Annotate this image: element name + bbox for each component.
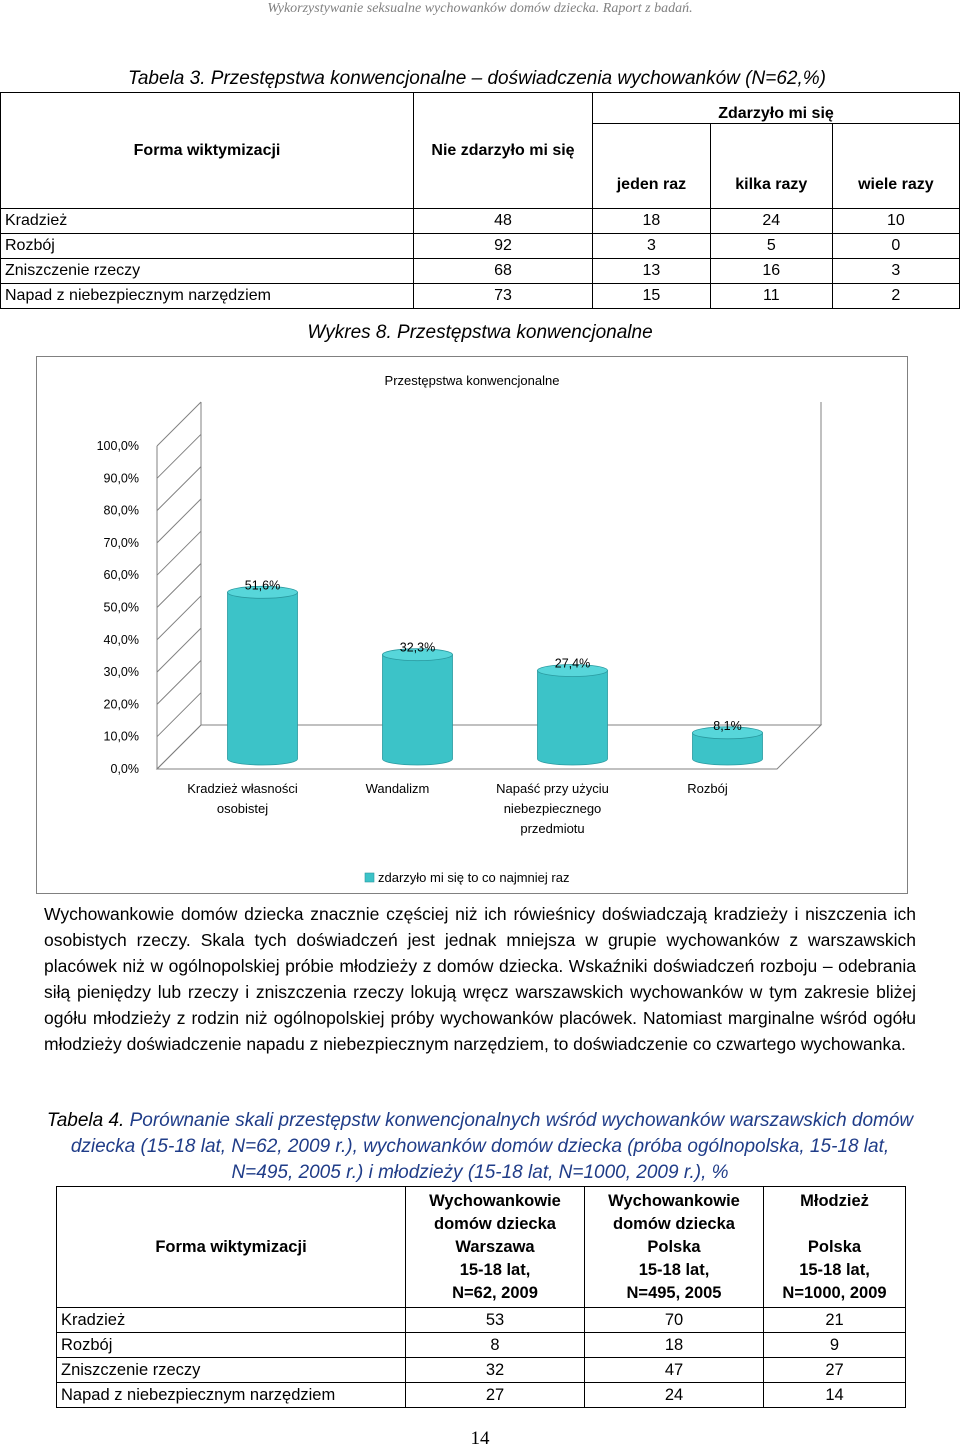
cell-value: 2 — [832, 284, 959, 309]
bar-chart — [37, 357, 907, 893]
header-line: Warszawa — [455, 1237, 535, 1256]
x-tick-label: przedmiotu — [520, 821, 585, 836]
cell-value: 16 — [710, 259, 832, 284]
body-paragraph: Wychowankowie domów dziecka znacznie częściej niż ich rówieśnicy doświadczają kradzieży i niszczenia ich osobistych rzeczy. Skala tych doświadczeń jest jednak mniejsza w grupie wychowanków z warszawskich placówek niż w ogólnopolskiej próbie młodzieży z domów dziecka. Wskaźniki doświadczeń rozboju – odebrania siłą pieniędzy lub rzeczy i zniszczenia rzeczy lokują wręcz warszawskich wychowanków w tym zakresie bliżej ogółu młodzieży z rodzin niż ogólnopolskiej próby wychowanków placówek. Natomiast marginalne wśród ogółu młodzieży doświadczenie napadu z niebezpiecznym narzędziem, to doświadczenie co czwartego wychowanka. — [44, 904, 916, 1054]
table4-col-form: Forma wiktymizacji — [57, 1187, 406, 1308]
bar — [538, 670, 608, 764]
header-line: Polska — [647, 1237, 701, 1256]
table-row — [57, 1333, 906, 1358]
x-tick-label: niebezpiecznego — [503, 801, 602, 816]
x-tick-label: Wandalizm — [365, 781, 430, 796]
row-label: Kradzież — [57, 1308, 406, 1333]
y-gridline-diagonal — [157, 434, 201, 478]
table3-col-happened: Zdarzyło mi się — [593, 93, 960, 124]
cell-value: 73 — [414, 284, 593, 309]
cell-value: 10 — [832, 209, 959, 234]
cell-value: 92 — [414, 234, 593, 259]
table3 — [0, 92, 960, 309]
header-line: domów dziecka — [613, 1214, 735, 1233]
y-tick-label: 70,0% — [103, 535, 139, 550]
table3-caption-text: Przestępstwa konwencjonalne – doświadczenia wychowanków (N=62,%) — [210, 68, 826, 89]
cell-value: 53 — [406, 1308, 585, 1333]
bar-value-label: 51,6% — [244, 578, 281, 593]
chart-title: Przestępstwa konwencjonalne — [384, 373, 560, 388]
table4-col-warszawa — [406, 1187, 585, 1308]
bar — [228, 592, 298, 765]
cell-value: 24 — [710, 209, 832, 234]
row-label: Zniszczenie rzeczy — [1, 259, 414, 284]
x-tick-label: Rozbój — [687, 781, 728, 796]
header-line: Wychowankowie — [429, 1191, 561, 1210]
cell-value: 18 — [585, 1333, 764, 1358]
cell-value: 0 — [832, 234, 959, 259]
table4-header-row — [57, 1187, 906, 1308]
cell-value: 3 — [593, 234, 711, 259]
cell-value: 27 — [764, 1358, 906, 1383]
table-row — [57, 1308, 906, 1333]
cell-value: 48 — [414, 209, 593, 234]
cell-value: 11 — [710, 284, 832, 309]
header-line: N=62, 2009 — [452, 1283, 538, 1302]
y-gridline-diagonal — [157, 467, 201, 511]
table-row — [1, 284, 960, 309]
cell-value: 32 — [406, 1358, 585, 1383]
table4-caption-text: Porównanie skali przestępstw konwencjonalnych wśród wychowanków warszawskich domów dziecka (15-18 lat, N=62, 2009 r.), wychowanków domów dziecka (próba ogólnopolska, 15-18 lat, N=495, 2005 r.) i młodzieży (15-18 lat, N=1000, 2009 r.), % — [70, 1110, 914, 1183]
cell-value: 5 — [710, 234, 832, 259]
table3-sub-many: wiele razy — [832, 124, 959, 209]
bar-value-label: 32,3% — [399, 640, 436, 655]
x-tick-label: Napaść przy użyciu — [496, 781, 609, 796]
cell-value: 68 — [414, 259, 593, 284]
cell-value: 47 — [585, 1358, 764, 1383]
y-gridline-diagonal — [157, 596, 201, 640]
header-line: N=1000, 2009 — [782, 1283, 887, 1302]
table3-col-form: Forma wiktymizacji — [1, 93, 414, 209]
bar — [383, 655, 453, 765]
y-tick-label: 60,0% — [103, 568, 139, 583]
y-gridline-diagonal — [157, 531, 201, 575]
y-tick-label: 0,0% — [110, 762, 139, 776]
table4-col-polska — [585, 1187, 764, 1308]
y-tick-label: 80,0% — [103, 503, 139, 518]
cell-value: 24 — [585, 1383, 764, 1408]
row-label: Napad z niebezpiecznym narzędziem — [1, 284, 414, 309]
cell-value: 13 — [593, 259, 711, 284]
row-label: Napad z niebezpiecznym narzędziem — [57, 1383, 406, 1408]
table4-caption-label: Tabela 4. — [46, 1110, 125, 1131]
table3-header-row — [1, 93, 960, 124]
header-line: N=495, 2005 — [626, 1283, 722, 1302]
y-tick-label: 90,0% — [103, 471, 139, 486]
y-tick-label: 10,0% — [103, 729, 139, 744]
header-line — [768, 1213, 901, 1236]
header-line: 15-18 lat, — [799, 1260, 870, 1279]
table4-caption — [44, 1108, 916, 1186]
table-row — [57, 1358, 906, 1383]
row-label: Kradzież — [1, 209, 414, 234]
x-tick-label: Kradzież własności — [187, 781, 298, 796]
legend-label: zdarzyło mi się to co najmniej raz — [378, 870, 570, 885]
row-label: Rozbój — [57, 1333, 406, 1358]
header-line: Wychowankowie — [608, 1191, 740, 1210]
x-tick-label: osobistej — [216, 801, 269, 816]
cell-value: 8 — [406, 1333, 585, 1358]
table3-caption — [128, 66, 826, 92]
page-number: 14 — [470, 1428, 490, 1449]
legend-swatch — [365, 873, 374, 882]
cell-value: 70 — [585, 1308, 764, 1333]
y-gridline-diagonal — [157, 660, 201, 704]
chart-frame — [36, 356, 908, 894]
header-line: Polska — [807, 1237, 862, 1256]
y-gridline-diagonal — [157, 402, 201, 446]
y-gridline-diagonal — [157, 564, 201, 608]
y-tick-label: 100,0% — [96, 439, 139, 453]
y-tick-label: 40,0% — [103, 632, 139, 647]
header-line: Młodzież — [800, 1191, 869, 1210]
y-gridline-diagonal — [157, 693, 201, 737]
y-gridline-diagonal — [157, 725, 201, 769]
row-label: Rozbój — [1, 234, 414, 259]
y-tick-label: 20,0% — [103, 697, 139, 712]
table3-sub-few: kilka razy — [710, 124, 832, 209]
table-row — [57, 1383, 906, 1408]
table3-sub-once: jeden raz — [593, 124, 711, 209]
cell-value: 27 — [406, 1383, 585, 1408]
header-line: domów dziecka — [434, 1214, 556, 1233]
cell-value: 3 — [832, 259, 959, 284]
chart-caption: Wykres 8. Przestępstwa konwencjonalne — [307, 322, 653, 343]
row-label: Zniszczenie rzeczy — [57, 1358, 406, 1383]
y-tick-label: 30,0% — [103, 665, 139, 680]
table-row — [1, 209, 960, 234]
y-gridline-diagonal — [157, 628, 201, 672]
header-line: 15-18 lat, — [459, 1260, 531, 1279]
bar-value-label: 8,1% — [713, 718, 742, 733]
cell-value: 15 — [593, 284, 711, 309]
table-row — [1, 234, 960, 259]
cell-value: 18 — [593, 209, 711, 234]
bar-value-label: 27,4% — [554, 656, 591, 671]
table3-col-never: Nie zdarzyło mi się — [414, 93, 593, 209]
table4 — [56, 1186, 906, 1408]
header-line: 15-18 lat, — [638, 1260, 710, 1279]
running-header: Wykorzystywanie seksualne wychowanków domów dziecka. Raport z badań. — [267, 1, 693, 16]
cell-value: 21 — [764, 1308, 906, 1333]
cell-value: 9 — [764, 1333, 906, 1358]
table4-col-mlodziez — [764, 1187, 906, 1308]
cell-value: 14 — [764, 1383, 906, 1408]
y-gridline-diagonal — [157, 499, 201, 543]
table3-caption-label: Tabela 3. — [128, 68, 206, 89]
table-row — [1, 259, 960, 284]
y-tick-label: 50,0% — [103, 600, 139, 615]
